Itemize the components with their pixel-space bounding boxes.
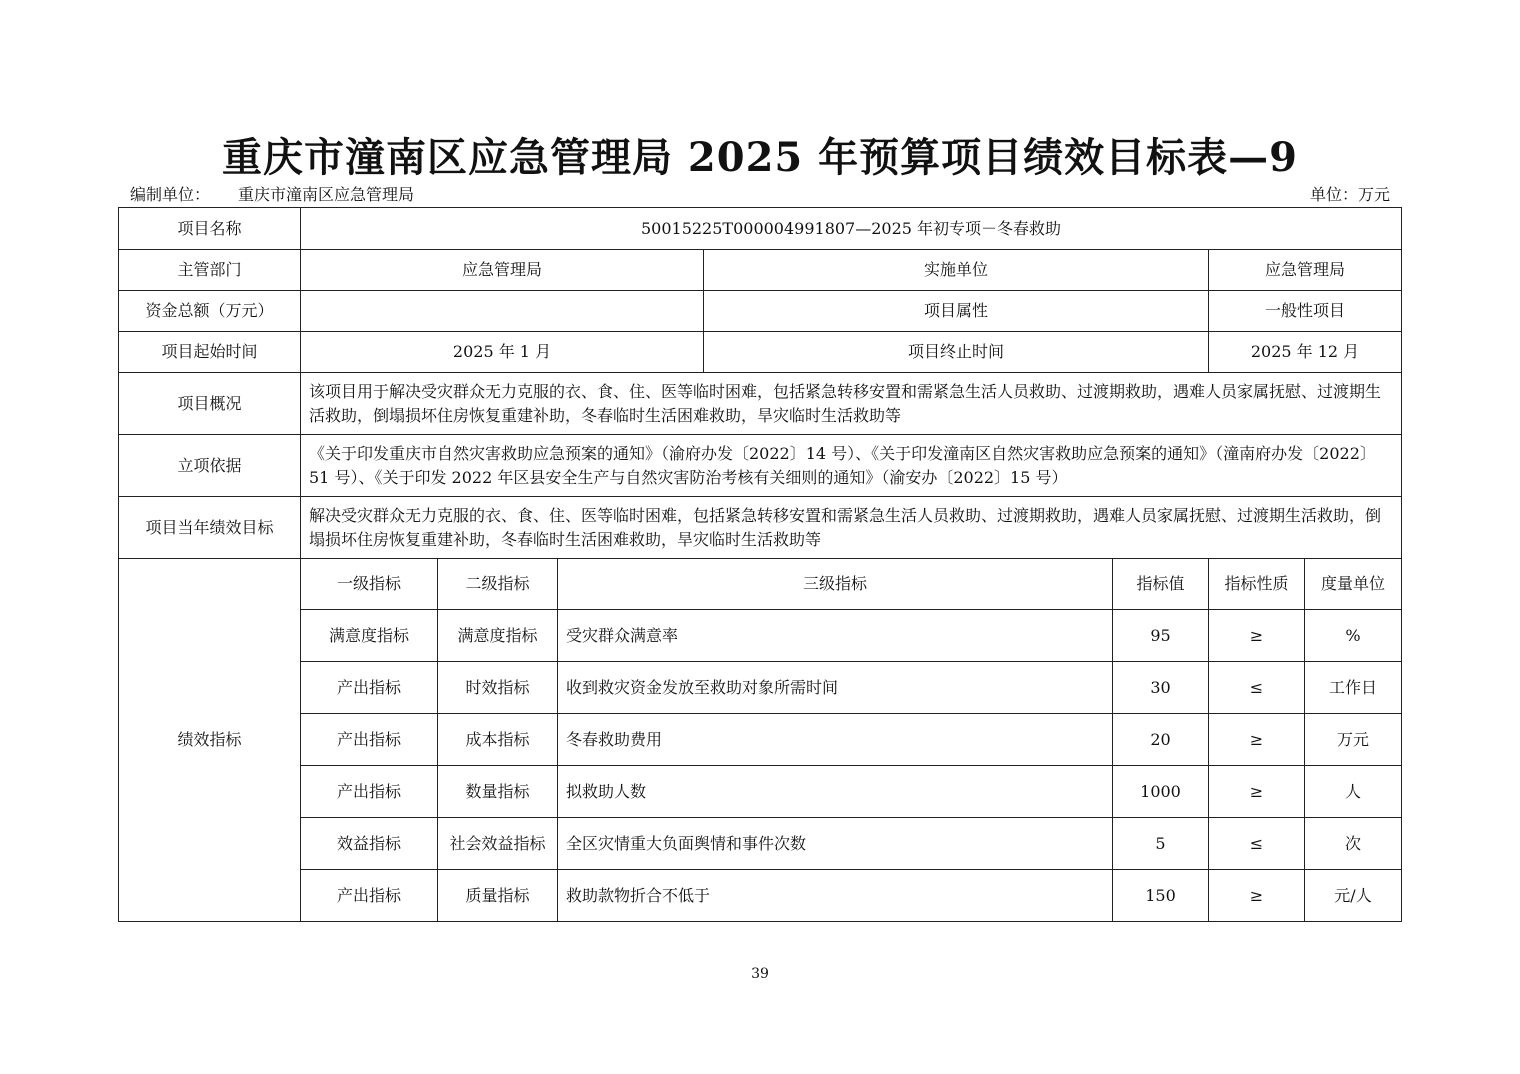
indicator-unit: 人 xyxy=(1305,766,1402,818)
compiling-unit xyxy=(130,184,414,206)
header-level3: 三级指标 xyxy=(558,559,1113,610)
cell-basis-label: 立项依据 xyxy=(119,435,301,497)
indicator-level1: 产出指标 xyxy=(301,870,438,922)
row-overview xyxy=(119,373,1402,435)
indicator-level2: 成本指标 xyxy=(438,714,558,766)
indicator-level2: 数量指标 xyxy=(438,766,558,818)
indicator-value: 1000 xyxy=(1113,766,1209,818)
indicator-nature: ≥ xyxy=(1209,766,1305,818)
indicator-row xyxy=(119,766,1402,818)
cell-project-name-value: 50015225T000004991807—2025 年初专项－冬春救助 xyxy=(301,208,1402,250)
cell-end-label: 项目终止时间 xyxy=(704,332,1209,373)
cell-start-label: 项目起始时间 xyxy=(119,332,301,373)
indicator-value: 5 xyxy=(1113,818,1209,870)
cell-fund-label: 资金总额（万元） xyxy=(119,291,301,332)
cell-overview-label: 项目概况 xyxy=(119,373,301,435)
currency-unit: 单位：万元 xyxy=(1309,185,1390,204)
indicator-unit: 工作日 xyxy=(1305,662,1402,714)
performance-table xyxy=(118,207,1402,922)
indicator-level3: 拟救助人数 xyxy=(558,766,1113,818)
cell-goal-label: 项目当年绩效目标 xyxy=(119,497,301,559)
indicator-unit: 万元 xyxy=(1305,714,1402,766)
indicator-level3: 冬春救助费用 xyxy=(558,714,1113,766)
row-time xyxy=(119,332,1402,373)
cell-start-value: 2025 年 1 月 xyxy=(301,332,704,373)
row-fund xyxy=(119,291,1402,332)
indicator-value: 20 xyxy=(1113,714,1209,766)
row-annual-goal xyxy=(119,497,1402,559)
indicator-row xyxy=(119,818,1402,870)
page-number: 39 xyxy=(751,966,769,982)
indicator-level2: 时效指标 xyxy=(438,662,558,714)
row-project-name xyxy=(119,208,1402,250)
indicator-level2: 满意度指标 xyxy=(438,610,558,662)
cell-project-name-label: 项目名称 xyxy=(119,208,301,250)
indicator-nature: ≤ xyxy=(1209,818,1305,870)
indicator-level2: 质量指标 xyxy=(438,870,558,922)
indicator-unit: % xyxy=(1305,610,1402,662)
cell-impl-value: 应急管理局 xyxy=(1209,250,1402,291)
row-indicator-header xyxy=(119,559,1402,610)
indicator-nature: ≥ xyxy=(1209,714,1305,766)
indicator-unit: 次 xyxy=(1305,818,1402,870)
cell-goal-value: 解决受灾群众无力克服的衣、食、住、医等临时困难，包括紧急转移安置和需紧急生活人员救助、过渡期救助，遇难人员家属抚慰、过渡期生活救助，倒塌损坏住房恢复重建补助，冬春临时生活困难救助，旱灾临时生活救助等 xyxy=(301,497,1402,559)
row-basis xyxy=(119,435,1402,497)
indicator-level1: 产出指标 xyxy=(301,662,438,714)
header-level1: 一级指标 xyxy=(301,559,438,610)
indicator-row xyxy=(119,662,1402,714)
header-nature: 指标性质 xyxy=(1209,559,1305,610)
cell-fund-value xyxy=(301,291,704,332)
indicator-row xyxy=(119,870,1402,922)
indicator-nature: ≤ xyxy=(1209,662,1305,714)
row-department xyxy=(119,250,1402,291)
indicator-level3: 收到救灾资金发放至救助对象所需时间 xyxy=(558,662,1113,714)
indicator-row xyxy=(119,610,1402,662)
cell-attr-value: 一般性项目 xyxy=(1209,291,1402,332)
indicator-level2: 社会效益指标 xyxy=(438,818,558,870)
indicator-level1: 满意度指标 xyxy=(301,610,438,662)
indicator-value: 150 xyxy=(1113,870,1209,922)
cell-dept-label: 主管部门 xyxy=(119,250,301,291)
indicator-level1: 产出指标 xyxy=(301,766,438,818)
compiling-unit-value: 重庆市潼南区应急管理局 xyxy=(238,185,415,204)
indicator-level1: 效益指标 xyxy=(301,818,438,870)
page-title: 重庆市潼南区应急管理局 2025 年预算项目绩效目标表—9 xyxy=(221,134,1298,181)
cell-end-value: 2025 年 12 月 xyxy=(1209,332,1402,373)
cell-dept-value: 应急管理局 xyxy=(301,250,704,291)
indicator-value: 30 xyxy=(1113,662,1209,714)
cell-impl-label: 实施单位 xyxy=(704,250,1209,291)
cell-basis-value: 《关于印发重庆市自然灾害救助应急预案的通知》（渝府办发〔2022〕14 号）、《关于印发潼南区自然灾害救助应急预案的通知》（潼南府办发〔2022〕51 号）、《关于印发 2022 年区县安全生产与自然灾害防治考核有关细则的通知》（渝安办〔2022〕15 号） xyxy=(301,435,1402,497)
indicator-nature: ≥ xyxy=(1209,610,1305,662)
indicator-level3: 救助款物折合不低于 xyxy=(558,870,1113,922)
cell-perf-label: 绩效指标 xyxy=(119,559,301,922)
indicator-level1: 产出指标 xyxy=(301,714,438,766)
header-value: 指标值 xyxy=(1113,559,1209,610)
indicator-row xyxy=(119,714,1402,766)
compiling-unit-label: 编制单位： xyxy=(130,185,211,204)
cell-overview-value: 该项目用于解决受灾群众无力克服的衣、食、住、医等临时困难，包括紧急转移安置和需紧急生活人员救助、过渡期救助，遇难人员家属抚慰、过渡期生活救助，倒塌损坏住房恢复重建补助，冬春临时生活困难救助，旱灾临时生活救助等 xyxy=(301,373,1402,435)
cell-attr-label: 项目属性 xyxy=(704,291,1209,332)
indicator-level3: 全区灾情重大负面舆情和事件次数 xyxy=(558,818,1113,870)
header-unit: 度量单位 xyxy=(1305,559,1402,610)
indicator-value: 95 xyxy=(1113,610,1209,662)
header-level2: 二级指标 xyxy=(438,559,558,610)
indicator-nature: ≥ xyxy=(1209,870,1305,922)
indicator-unit: 元/人 xyxy=(1305,870,1402,922)
indicator-level3: 受灾群众满意率 xyxy=(558,610,1113,662)
